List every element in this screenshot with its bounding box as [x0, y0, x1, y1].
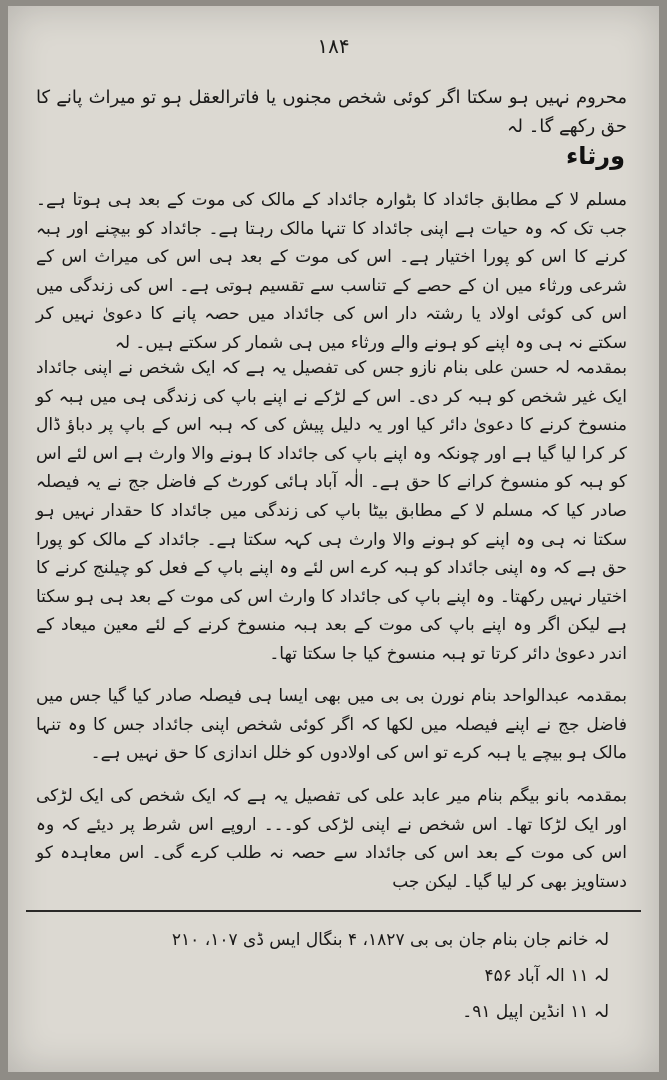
document-page: [8, 6, 659, 1072]
paragraph-case-hasan-ali: بمقدمہ لہ حسن علی بنام نازو جس کی تفصیل یہ ہے کہ ایک شخص نے اپنی جائداد ایک غیر شخص کو ہبہ کر دی۔ اس کے لڑکے نے اپنے باپ کی زندگی ہی میں ہبہ کو منسوخ کرنے کا دعویٰ دائر کیا اور یہ دلیل پیش کی کہ ہبہ اس کے باپ پر دباؤ ڈال کر کرا لیا گیا ہے اور چونکہ وہ اپنے باپ کی جائداد کا ہونے والا وارث ہے اس لئے اس کو ہبہ کو منسوخ کرانے کا حق ہے۔ الٰہ آباد ہائی کورٹ کے فاضل جج نے یہ فیصلہ صادر کیا کہ مسلم لا کے مطابق بیٹا باپ کی زندگی میں جائداد کا حقدار نہیں ہو سکتا نہ ہی وہ اپنے کو ہونے والا وارث ہی کہہ سکتا ہے۔ جائداد کے مالک کو پورا حق ہے کہ وہ اپنی جائداد کو ہبہ کرے اس لئے وہ اپنے باپ کے فعل کو چیلنج کرنے کا اختیار نہیں رکھتا۔ وہ اپنے باپ کی جائداد کا وارث اس کی موت کے بعد ہی ہو سکتا ہے لیکن اگر وہ اپنے باپ کی موت کے بعد ہبہ منسوخ کرنے کے لئے معین میعاد کے اندر دعویٰ دائر کرتا تو ہبہ منسوخ کیا جا سکتا تھا۔: [36, 358, 627, 664]
footnote-2: لہ ۱۱ الہ آباد ۴۵۶: [484, 966, 609, 986]
paragraph-case-bano-begum: بمقدمہ بانو بیگم بنام میر عابد علی کی تفصیل یہ ہے کہ ایک شخص کی ایک لڑکی اور ایک لڑکا تھا۔ اس شخص نے اپنی لڑکی کو۔۔۔ اروپے اس شرط پر دیئے کہ وہ اس کی موت کے بعد اس کی جائداد سے حصہ نہ طلب کرے گی۔ اس معاہدہ کو دستاویز بھی کر لیا گیا۔ لیکن جب: [36, 786, 627, 892]
footnote-divider: [26, 910, 641, 912]
paragraph-inheritance-rule: مسلم لا کے مطابق جائداد کا بٹوارہ جائداد کے مالک کی موت کے بعد ہی ہوتا ہے۔ جب تک کہ وہ حیات ہے اپنی جائداد کا تنہا مالک رہتا ہے۔ جائداد کو بیچنے اور ہبہ کرنے کا اس کو پورا اختیار ہے۔ اس کی موت کے بعد ہی اس کی میراث اس کے شرعی ورثاء میں ان کے حصے کے تناسب سے تقسیم ہوتی ہے۔ اس کی زندگی میں اس کی کوئی اولاد یا رشتہ دار اس کی جائداد میں حصہ پانے کا دعویٰ نہیں کر سکتے نہ ہی وہ اپنے کو ہونے والے ورثاء میں ہی شمار کر سکتے ہیں۔ لہ: [36, 190, 627, 353]
intro-line: محروم نہیں ہو سکتا اگر کوئی شخص مجنوں یا فاترالعقل ہو تو میراث پانے کا حق رکھے گا۔ لہ: [36, 87, 627, 137]
footnotes: [48, 922, 609, 1030]
section-heading: ورثاء: [565, 142, 625, 170]
footnote-1: لہ خانم جان بنام جان بی بی ۱۸۲۷، ۴ بنگال ایس ڈی ۱۰۷، ۲۱۰: [171, 930, 609, 950]
page-number: ۱۸۴: [317, 34, 350, 58]
footnote-3: لہ ۱۱ انڈین اپیل ۹۱۔: [462, 1002, 609, 1022]
paragraph-case-abdul-wahid: بمقدمہ عبدالواحد بنام نورن بی بی میں بھی ایسا ہی فیصلہ صادر کیا گیا جس میں فاضل جج نے اپنے فیصلہ میں لکھا کہ اگر کوئی شخص اپنی جائداد جس کا وہ تنہا مالک ہو بیچے یا ہبہ کرے تو اس کی اولادوں کو خلل اندازی کا حق نہیں ہے۔: [36, 686, 627, 764]
